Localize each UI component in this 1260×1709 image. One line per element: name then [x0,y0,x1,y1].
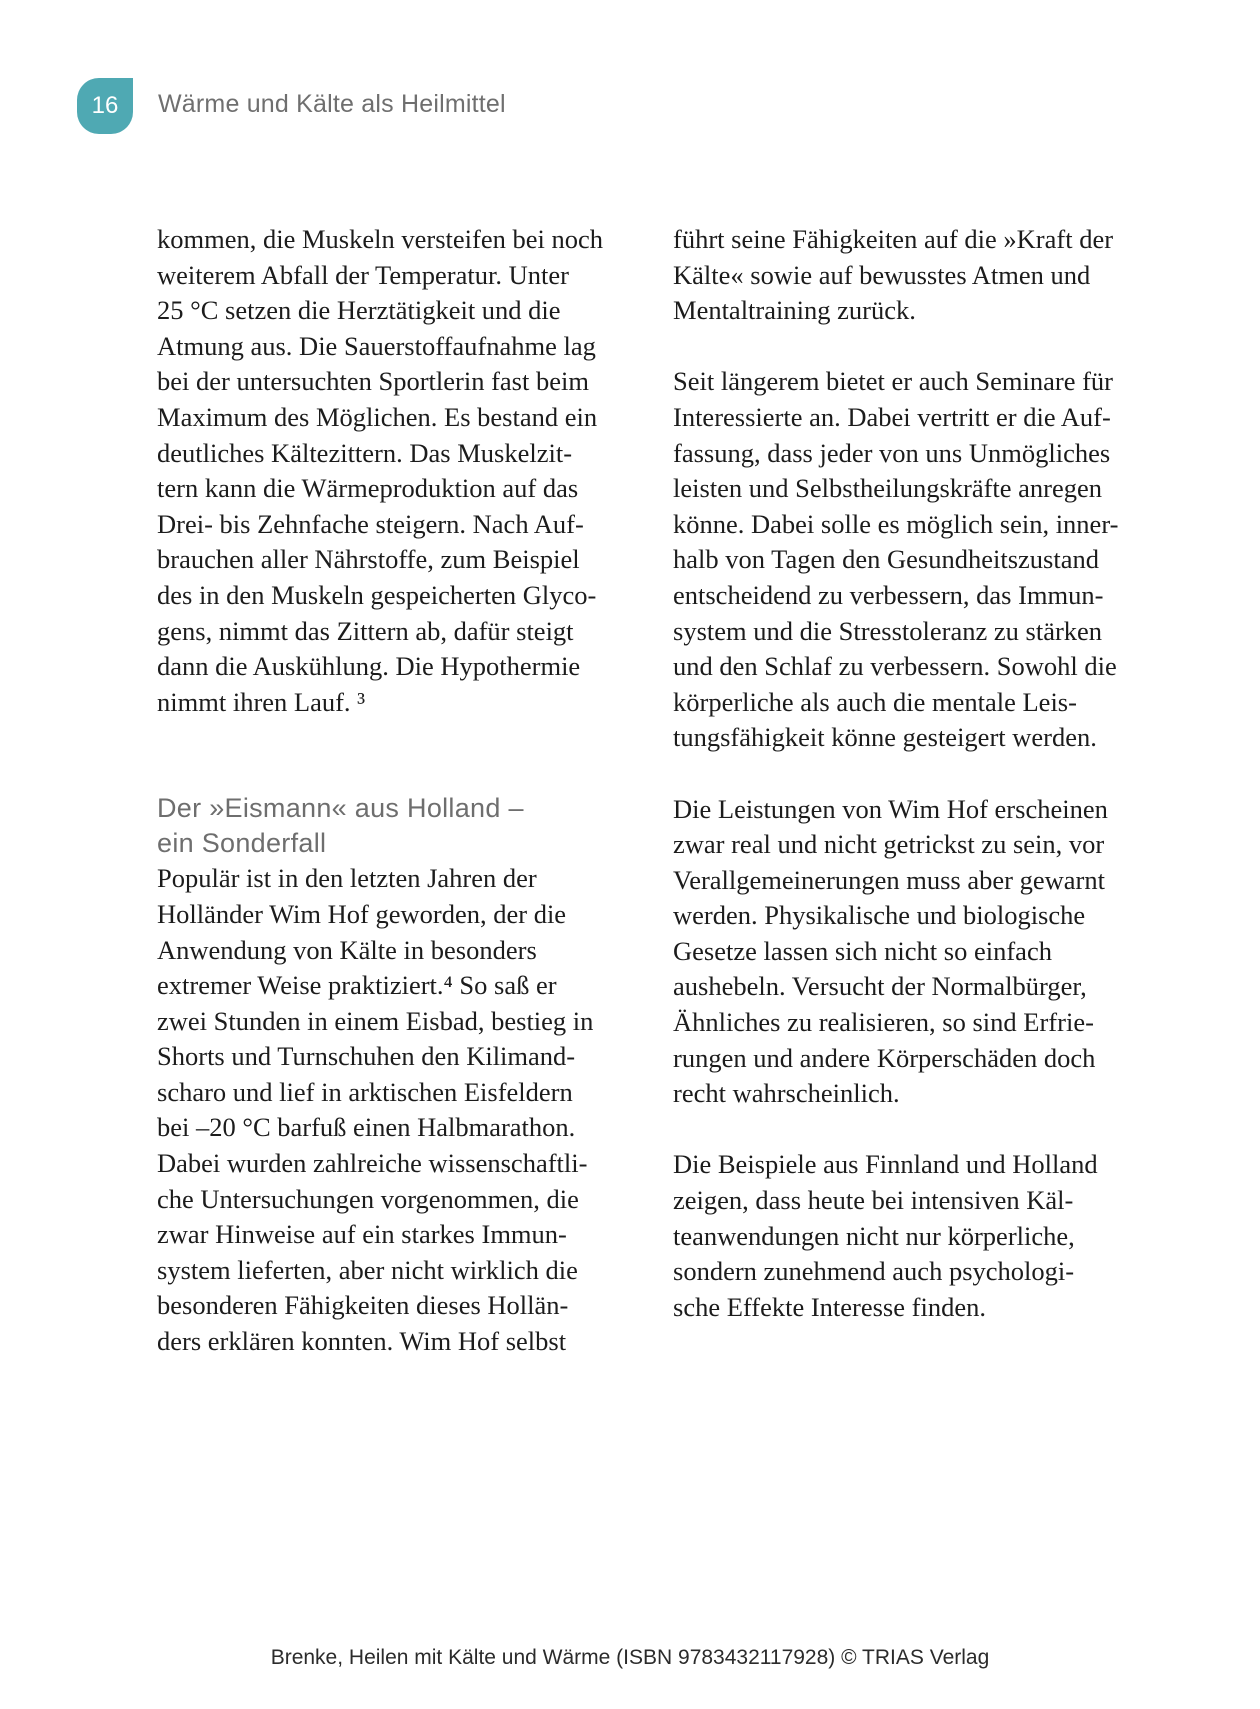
text-line: Interessierte an. Dabei vertritt er die Auf- [673,401,1111,432]
text-line: Verallgemeinerungen muss aber gewarnt [673,864,1105,895]
right-paragraph-3 [673,792,1153,1112]
text-line: Dabei wurden zahlreiche wissenschaftli- [157,1148,588,1179]
text-line: zwar real und nicht getrickst zu sein, vor [673,829,1105,860]
text-line: brauchen aller Nährstoffe, zum Beispiel [157,544,580,575]
text-line: Kälte« sowie auf bewusstes Atmen und [673,259,1091,290]
page-number-badge: 16 [77,78,133,134]
heading-line: Der »Eismann« aus Holland – [157,793,524,824]
text-line: führt seine Fähigkeiten auf die »Kraft der [673,224,1114,254]
text-line: zeigen, dass heute bei intensiven Käl- [673,1185,1074,1216]
text-line: Seit längerem bietet er auch Seminare für [673,366,1114,397]
text-line: rungen und andere Körperschäden doch [673,1042,1096,1073]
text-line: Drei- bis Zehnfache steigern. Nach Auf- [157,508,584,539]
text-line: che Untersuchungen vorgenommen, die [157,1183,579,1214]
right-paragraph-2 [673,364,1153,756]
text-line: bei der untersuchten Sportlerin fast beim [157,366,589,397]
text-line: zwei Stunden in einem Eisbad, bestieg in [157,1005,594,1036]
text-line: system und die Stresstoleranz zu stärken [673,615,1103,646]
running-title: Wärme und Kälte als Heilmittel [158,90,506,118]
text-line: zwar Hinweise auf ein starkes Immun- [157,1219,567,1250]
text-line: deutliches Kältezittern. Das Muskelzit- [157,437,573,468]
text-line: und den Schlaf zu verbessern. Sowohl die [673,651,1117,682]
text-line: recht wahrscheinlich. [673,1078,900,1109]
text-line: Ähnliches zu realisieren, so sind Erfrie- [673,1007,1094,1038]
text-line: halb von Tagen den Gesundheitszustand [673,544,1099,575]
text-line: leisten und Selbstheilungskräfte anregen [673,473,1103,504]
right-column [673,222,1153,1325]
left-column [157,222,637,1360]
text-line: Holländer Wim Hof geworden, der die [157,898,567,929]
text-line: Die Leistungen von Wim Hof erscheinen [673,793,1108,824]
text-line: weiterem Abfall der Temperatur. Unter [157,259,569,290]
text-line: entscheidend zu verbessern, das Immun- [673,579,1104,610]
text-line: des in den Muskeln gespeicherten Glyco- [157,579,597,610]
text-line: Anwendung von Kälte in besonders [157,934,537,965]
text-line: sondern zunehmend auch psychologi- [673,1256,1075,1287]
text-line: Shorts und Turnschuhen den Kilimand- [157,1041,576,1072]
section-heading [157,791,637,861]
text-line: Populär ist in den letzten Jahren der [157,863,537,894]
text-line: körperliche als auch die mentale Leis- [673,686,1077,717]
text-line: sche Effekte Interesse finden. [673,1291,986,1322]
text-line: aushebeln. Versucht der Normalbürger, [673,971,1087,1002]
text-line: werden. Physikalische und biologische [673,900,1086,931]
text-line: Maximum des Möglichen. Es bestand ein [157,401,598,432]
text-line: scharo und lief in arktischen Eisfeldern [157,1076,573,1107]
text-line: tern kann die Wärmeproduktion auf das [157,473,579,504]
footer-credit: Brenke, Heilen mit Kälte und Wärme (ISBN 9783432117928) © TRIAS Verlag [270,1646,990,1669]
text-line: teanwendungen nicht nur körperliche, [673,1220,1075,1251]
text-line: kommen, die Muskeln versteifen bei noch [157,224,603,254]
text-line: system lieferten, aber nicht wirklich die [157,1254,578,1285]
text-line: bei –20 °C barfuß einen Halbmarathon. [157,1112,576,1143]
text-line: Die Beispiele aus Finnland und Holland [673,1149,1098,1180]
text-line: Mentaltraining zurück. [673,295,916,326]
text-line: besonderen Fähigkeiten dieses Hollän- [157,1290,569,1321]
text-line: könne. Dabei solle es möglich sein, inner- [673,508,1119,539]
text-line: tungsfähigkeit könne gesteigert werden. [673,722,1097,753]
text-line: gens, nimmt das Zittern ab, dafür steigt [157,615,574,646]
text-line: Gesetze lassen sich nicht so einfach [673,935,1052,966]
right-paragraph-4 [673,1147,1153,1325]
text-line: fassung, dass jeder von uns Unmögliches [673,437,1111,468]
heading-line: ein Sonderfall [157,828,327,859]
text-line: dann die Auskühlung. Die Hypothermie [157,651,581,682]
left-paragraph-1 [157,222,637,720]
text-line: Atmung aus. Die Sauerstoffaufnahme lag [157,330,596,361]
text-line: 25 °C setzen die Herztätigkeit und die [157,295,561,326]
text-line: ders erklären konnten. Wim Hof selbst [157,1326,567,1357]
text-line: nimmt ihren Lauf. ³ [157,686,366,717]
text-line: extremer Weise praktiziert.⁴ So saß er [157,970,557,1001]
right-paragraph-1 [673,222,1153,329]
left-paragraph-2 [157,861,637,1359]
